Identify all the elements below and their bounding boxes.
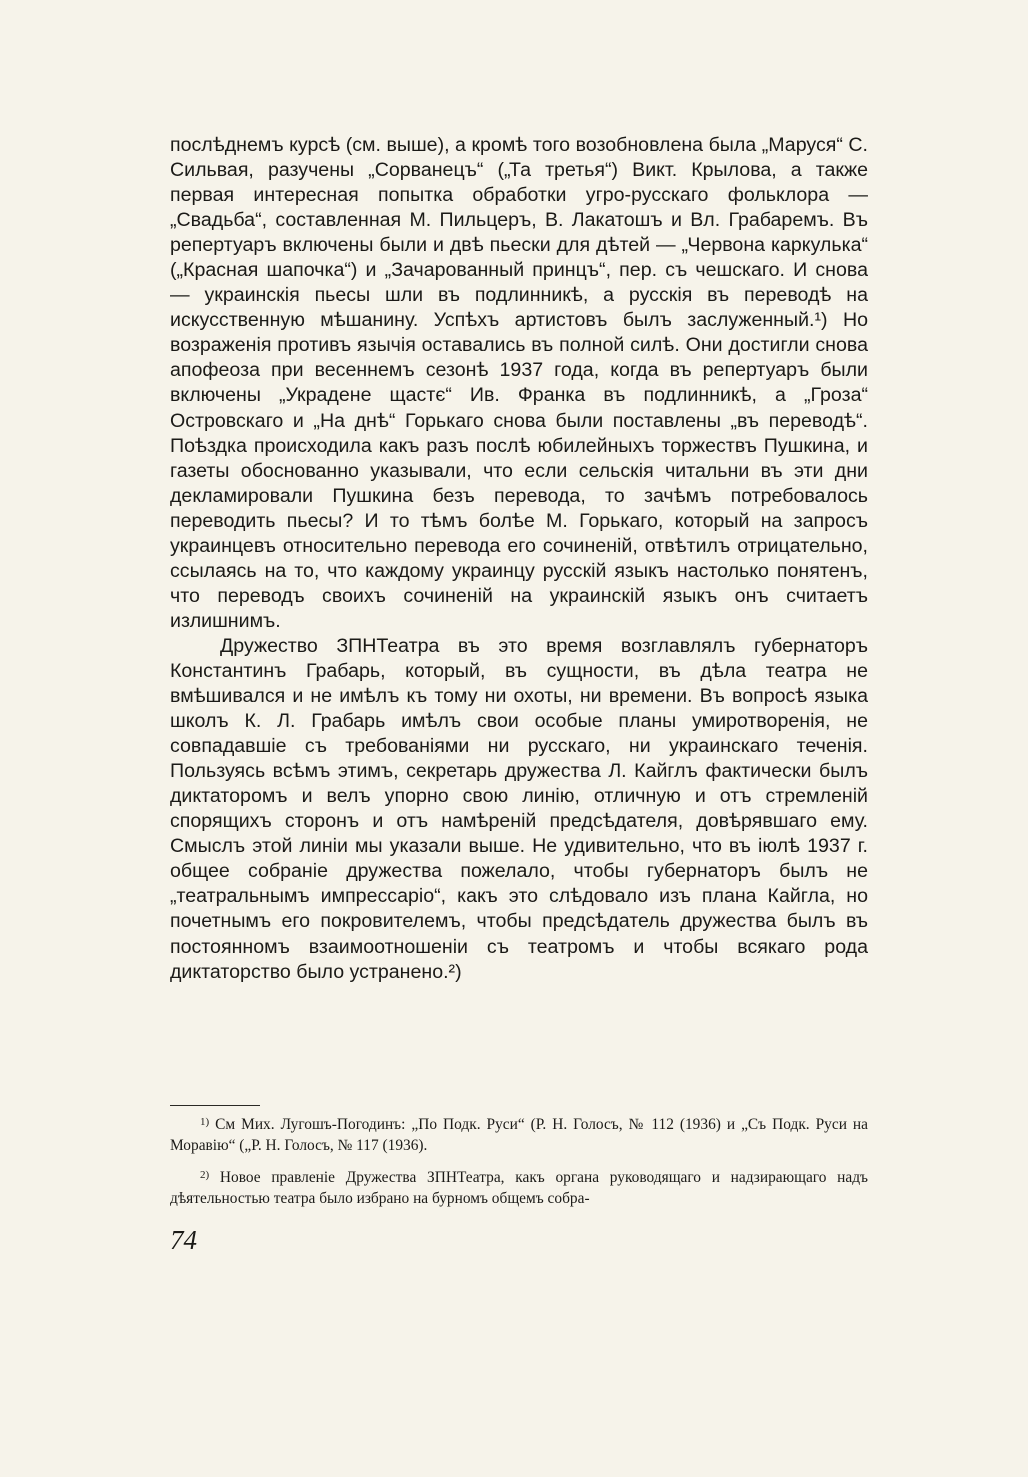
paragraph-continued: послѣднемъ курсѣ (см. выше), а кромѣ того возобновлена была „Маруся“ С. Сильвая, разучены „Сорванецъ“ („Та третья“) Викт. Крылова, а также первая интересная попытка обработки угро-русскаго фольклора — „Свадьба“, составленная М. Пильцеръ, В. Лакатошъ и Вл. Грабаремъ. Въ репертуаръ включены были и двѣ пьески для дѣтей — „Червона каркулька“ („Красная шапочка“) и „Зачарованный принцъ“, пер. съ чешскаго. И снова — украинскія пьесы шли въ подлинникѣ, а русскія въ переводѣ на искусственную мѣшанину. Успѣхъ артистовъ былъ заслуженный.¹) Но возраженія противъ язычія оставались въ полной силѣ. Они достигли снова апофеоза при весеннемъ сезонѣ 1937 года, когда въ репертуаръ были включены „Украдене щастє“ Ив. Франка въ подлинникѣ, а „Гроза“ Островскаго и „На днѣ“ Горькаго снова были поставлены „въ переводѣ“. Поѣздка происходила какъ разъ послѣ юбилейныхъ торжествъ Пушкина, и газеты обоснованно указывали, что если сельскія читальни въ эти дни декламировали Пушкина безъ перевода, то зачѣмъ потребовалось переводить пьесы? И то тѣмъ болѣе М. Горькаго, который на запросъ украинцевъ относительно перевода его сочиненій, отвѣтилъ отрицательно, ссылаясь на то, что каждому украинцу русскій языкъ настолько понятенъ, что переводъ своихъ сочиненій на украинскій языкъ онъ считаетъ излишнимъ. xyxy=(170,134,868,632)
footnote-1-mark: 1) xyxy=(200,1116,210,1128)
main-text xyxy=(170,133,868,985)
footnote-1-text: См Мих. Лугошъ-Погодинъ: „По Подк. Руси“ (Р. Н. Голосъ, № 112 (1936) и „Съ Подк. Руси на Моравію“ („Р. Н. Голосъ, № 117 (1936). xyxy=(170,1116,868,1154)
footnotes xyxy=(170,1112,868,1218)
page-number: 74 xyxy=(170,1225,197,1255)
paragraph-druzhestvo: Дружество ЗПНТеатра въ это время возглавлялъ губернаторъ Константинъ Грабарь, который, въ сущности, въ дѣла театра не вмѣшивался и не имѣлъ къ тому ни охоты, ни времени. Въ вопросѣ языка школъ К. Л. Грабарь имѣлъ свои особые планы умиротворенія, не совпадавшіе съ требованіями ни русскаго, ни украинскаго теченія. Пользуясь всѣмъ этимъ, секретарь дружества Л. Кайглъ фактически былъ диктаторомъ и велъ упорно свою линію, отличную и отъ стремленій спорящихъ сторонъ и отъ намѣреній предсѣдателя, довѣрявшаго ему. Смыслъ этой линіи мы указали выше. Не удивительно, что въ іюлѣ 1937 г. общее собраніе дружества пожелало, чтобы губернаторъ былъ не „театральнымъ импрессаріо“, какъ это слѣдовало изъ плана Кайгла, но почетнымъ его покровителемъ, чтобы предсѣдатель дружества былъ въ постоянномъ взаимоотношеніи съ театромъ и чтобы всякаго рода диктаторство было устранено.²) xyxy=(170,634,868,983)
footnote-divider xyxy=(170,1105,260,1106)
footnote-2 xyxy=(170,1165,868,1209)
footnote-1 xyxy=(170,1112,868,1156)
footnote-2-mark: 2) xyxy=(200,1169,210,1181)
footnote-2-text: Новое правленіе Дружества ЗПНТеатра, какъ органа руководящаго и надзирающаго надъ дѣятельностью театра было избрано на бурномъ общемъ собра- xyxy=(170,1169,868,1207)
